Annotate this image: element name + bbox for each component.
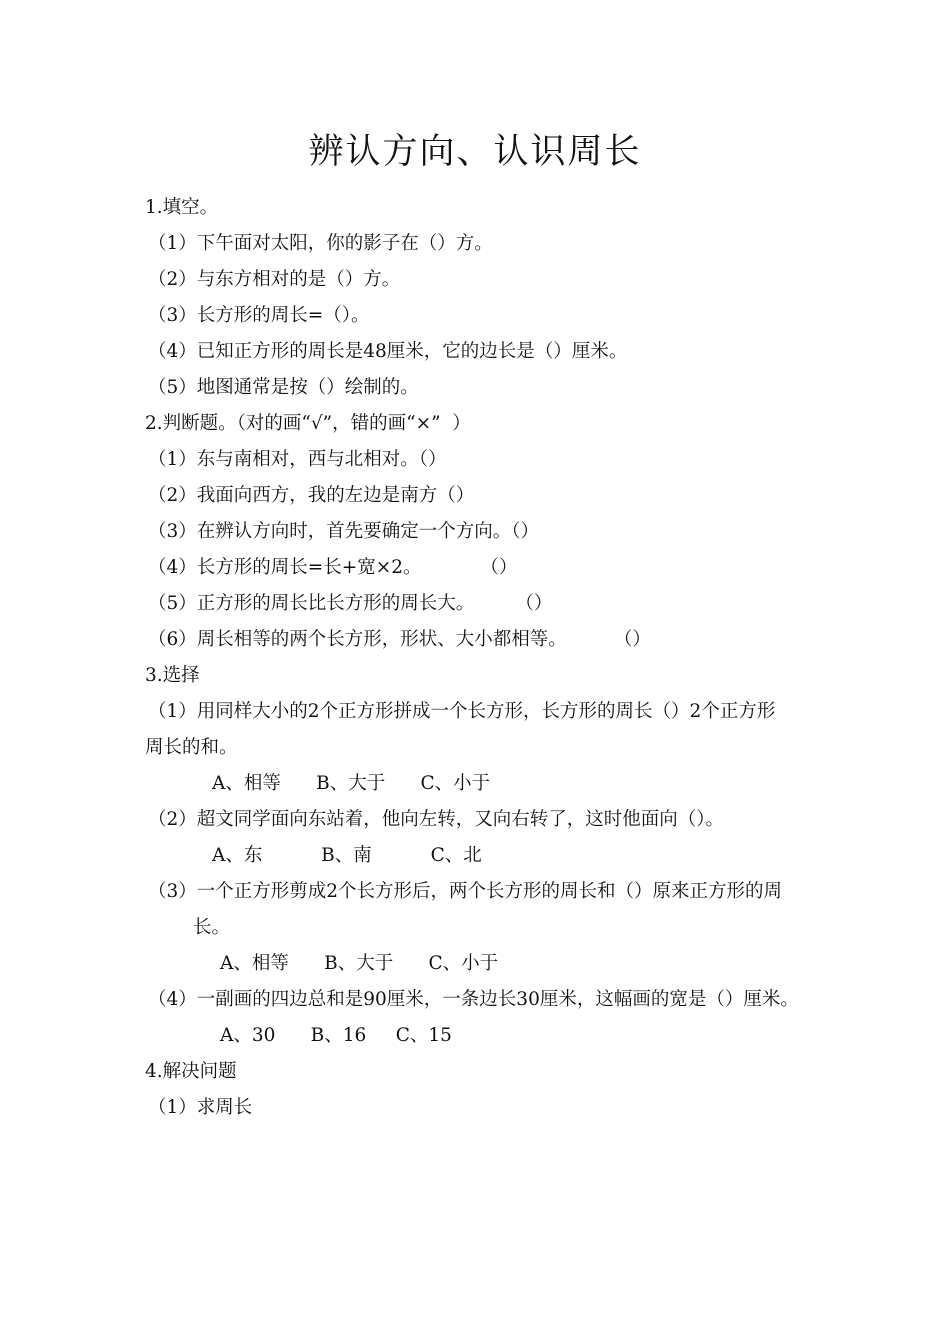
choice-2-question: （2）超文同学面向东站着，他向左转，又向右转了，这时他面向（）。 (148, 809, 725, 830)
fill-blank-5: （5）地图通常是按（）绘制的。 (148, 377, 419, 398)
page-title: 辨认方向、认识周长 (308, 132, 642, 172)
section-4-heading: 4.解决问题 (145, 1061, 237, 1082)
choice-3-options: A、相等 B、大于 C、小于 (220, 953, 499, 974)
choice-3-question: （3）一个正方形剪成2个长方形后，两个长方形的周长和（）原来正方形的周 (148, 881, 783, 902)
true-false-4: （4）长方形的周长=长+宽×2。 （） (148, 557, 518, 578)
true-false-2: （2）我面向西方，我的左边是南方（） (148, 485, 475, 506)
fill-blank-2: （2）与东方相对的是（）方。 (148, 269, 401, 290)
fill-blank-3: （3）长方形的周长=（）。 (148, 305, 370, 326)
choice-1-question: （1）用同样大小的2个正方形拼成一个长方形，长方形的周长（）2个正方形 (148, 701, 776, 722)
fill-blank-1: （1）下午面对太阳，你的影子在（）方。 (148, 233, 493, 254)
choice-1-options: A、相等 B、大于 C、小于 (212, 773, 491, 794)
choice-3-question-cont: 长。 (193, 917, 231, 938)
section-2-heading: 2.判断题。（对的画“√”，错的画“×” ） (145, 413, 471, 434)
choice-4-question: （4）一副画的四边总和是90厘米，一条边长30厘米，这幅画的宽是（）厘米。 (148, 989, 799, 1010)
fill-blank-4: （4）已知正方形的周长是48厘米，它的边长是（）厘米。 (148, 341, 628, 362)
true-false-6: （6）周长相等的两个长方形，形状、大小都相等。 （） (148, 629, 651, 650)
true-false-5: （5）正方形的周长比长方形的周长大。 （） (148, 593, 553, 614)
choice-1-question-cont: 周长的和。 (145, 737, 238, 758)
section-1-heading: 1.填空。 (145, 197, 219, 218)
choice-2-options: A、东 B、南 C、北 (212, 845, 482, 866)
true-false-1: （1）东与南相对，西与北相对。（） (148, 449, 447, 470)
section-3-heading: 3.选择 (145, 665, 200, 686)
choice-4-options: A、30 B、16 C、15 (220, 1025, 452, 1046)
true-false-3: （3）在辨认方向时，首先要确定一个方向。（） (148, 521, 540, 542)
problem-1: （1）求周长 (148, 1097, 253, 1118)
